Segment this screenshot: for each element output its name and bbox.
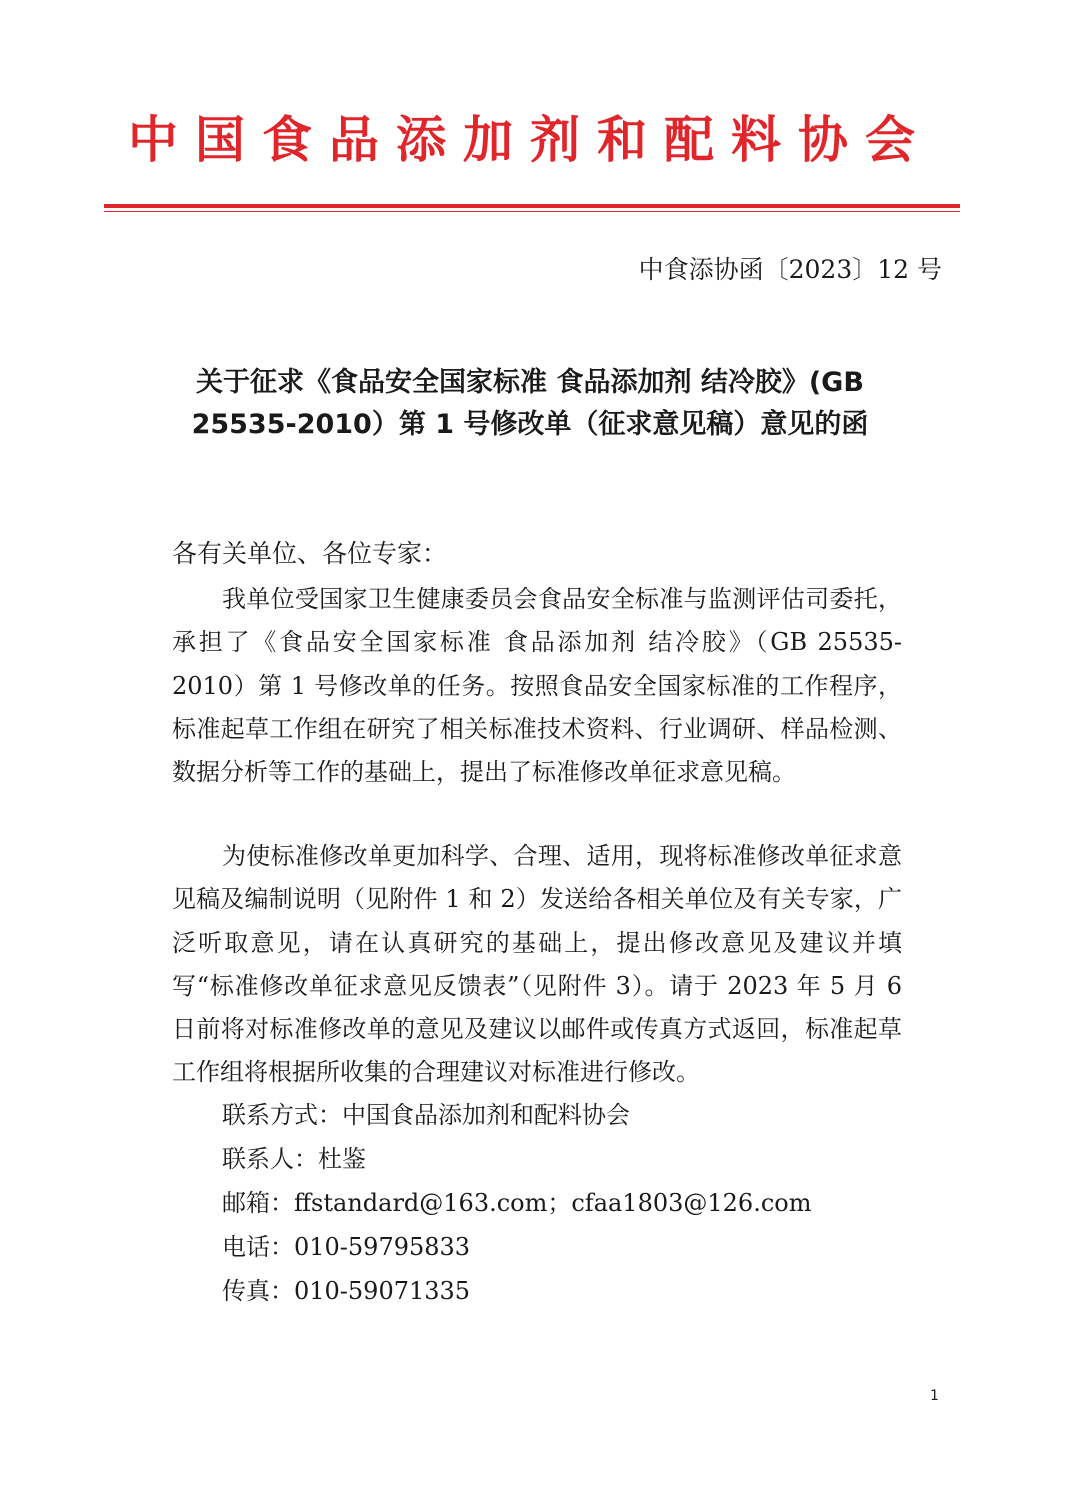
contact-method: 联系方式：中国食品添加剂和配料协会 <box>222 1101 630 1129</box>
contact-phone: 电话：010-59795833 <box>222 1233 471 1261</box>
salutation: 各有关单位、各位专家： <box>172 539 448 568</box>
document-title-line-2: 25535-2010）第 1 号修改单（征求意见稿）意见的函 <box>191 409 869 440</box>
contact-person: 联系人：杜鉴 <box>222 1145 366 1173</box>
document-number: 中食添协函〔2023〕12 号 <box>638 255 942 284</box>
contact-fax: 传真：010-59071335 <box>222 1277 471 1305</box>
header-rule-thick <box>104 204 960 208</box>
body-paragraph-1: 我单位受国家卫生健康委员会食品安全标准与监测评估司委托，承担了《食品安全国家标准 食品添加剂 结冷胶》（GB 25535-2010）第 1 号修改单的任务。按照食品安全国家标准的工作程序，标准起草工作组在研究了相关标准技术资料、行业调研、样品检测、数据分析等工作的基础上，提出了标准修改单征求意见稿。 <box>172 585 902 787</box>
document-title <box>100 362 960 446</box>
body-paragraph-2: 为使标准修改单更加科学、合理、适用，现将标准修改单征求意见稿及编制说明（见附件 1 和 2）发送给各相关单位及有关专家，广泛听取意见，请在认真研究的基础上，提出修改意见及建议并填写“标准修改单征求意见反馈表”（见附件 3）。请于 2023 年 5 月 6 日前将对标准修改单的意见及建议以邮件或传真方式返回，标准起草工作组将根据所收集的合理建议对标准进行修改。 <box>172 842 902 1087</box>
document-title-line-1: 关于征求《食品安全国家标准 食品添加剂 结冷胶》(GB <box>196 367 864 398</box>
page-number: 1 <box>930 1388 939 1404</box>
header-rule-thin <box>104 211 960 212</box>
contact-email: 邮箱：ffstandard@163.com；cfaa1803@126.com <box>222 1189 812 1217</box>
organization-title: 中国食品添加剂和配料协会 <box>128 111 932 169</box>
